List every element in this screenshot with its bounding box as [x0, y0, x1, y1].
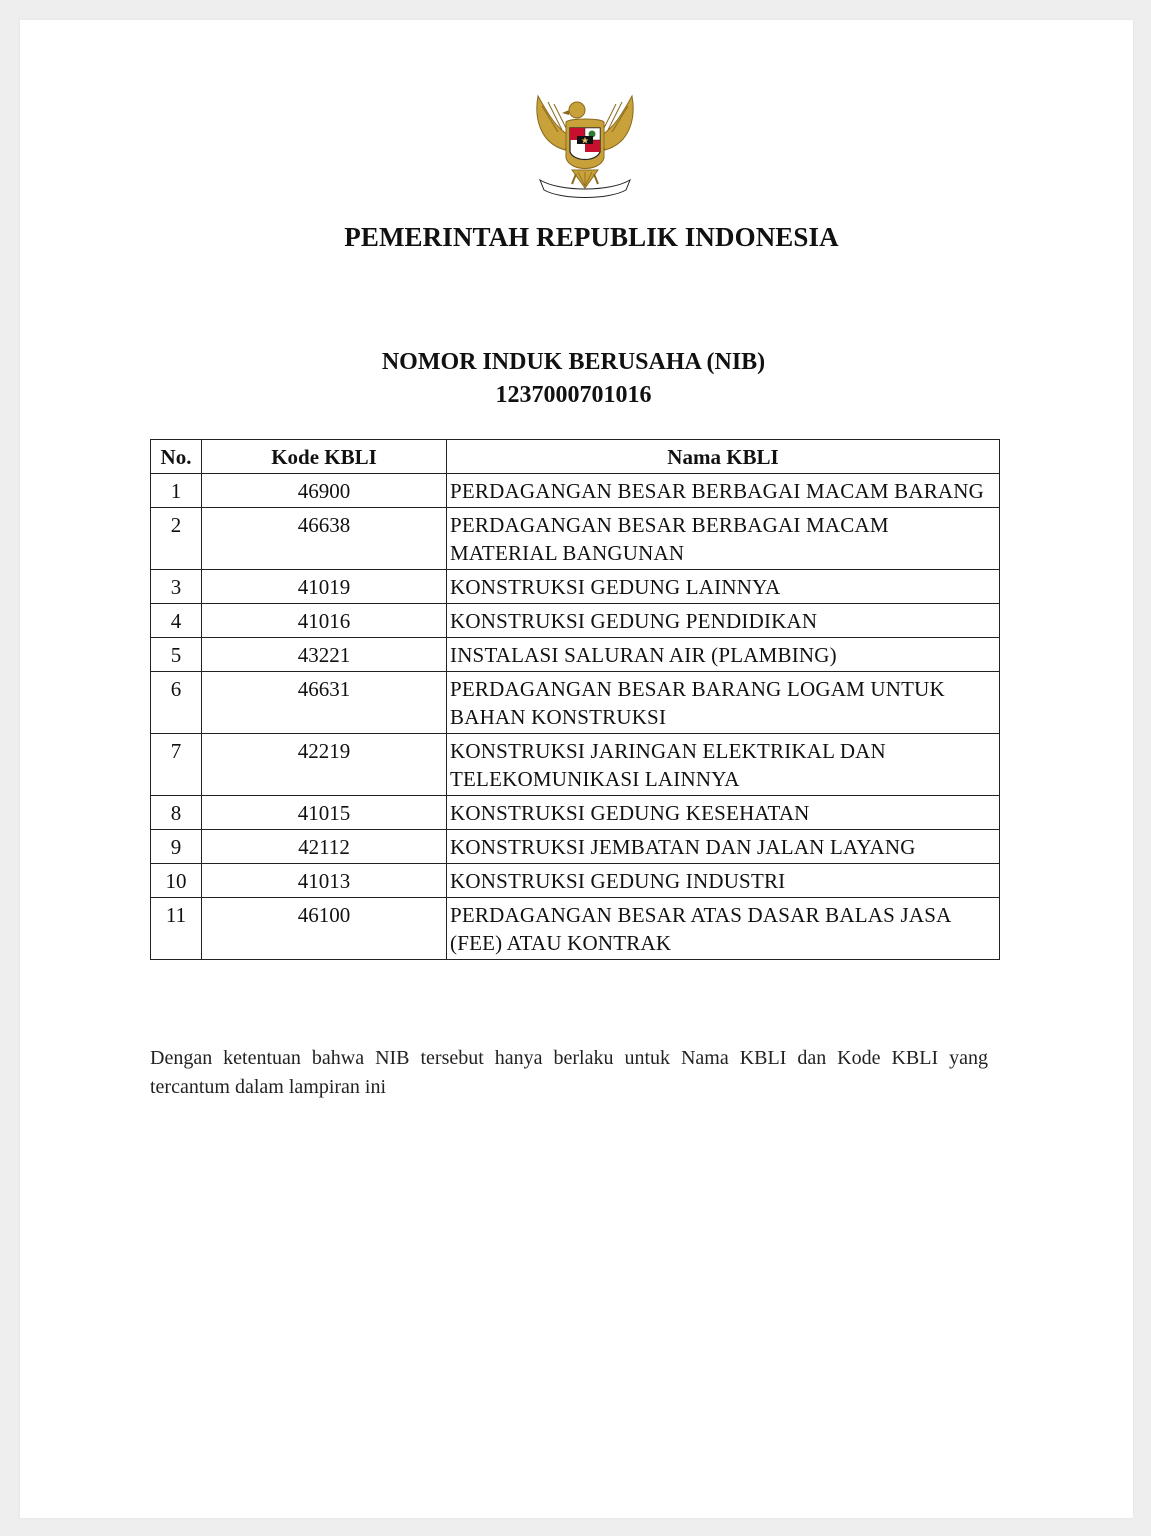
kbli-code: 41019: [202, 570, 447, 604]
row-number: 8: [151, 796, 202, 830]
kbli-code: 41015: [202, 796, 447, 830]
kbli-code: 46900: [202, 474, 447, 508]
kbli-name: KONSTRUKSI GEDUNG PENDIDIKAN: [447, 604, 1000, 638]
row-number: 10: [151, 864, 202, 898]
table-row: [151, 898, 1000, 960]
table-row: [151, 672, 1000, 734]
kbli-code: 41013: [202, 864, 447, 898]
kbli-name: INSTALASI SALURAN AIR (PLAMBING): [447, 638, 1000, 672]
kbli-code: 43221: [202, 638, 447, 672]
kbli-name: KONSTRUKSI GEDUNG LAINNYA: [447, 570, 1000, 604]
table-row: [151, 570, 1000, 604]
kbli-code: 42112: [202, 830, 447, 864]
row-number: 7: [151, 734, 202, 796]
row-number: 9: [151, 830, 202, 864]
table-row: [151, 796, 1000, 830]
column-header-no: No.: [151, 440, 202, 474]
kbli-code: 46631: [202, 672, 447, 734]
table-row: [151, 638, 1000, 672]
kbli-name: PERDAGANGAN BESAR ATAS DASAR BALAS JASA (FEE) ATAU KONTRAK: [447, 898, 1000, 960]
kbli-code: 46638: [202, 508, 447, 570]
validity-note: Dengan ketentuan bahwa NIB tersebut hanya berlaku untuk Nama KBLI dan Kode KBLI yang tercantum dalam lampiran ini: [150, 1047, 988, 1098]
garuda-emblem-icon: [530, 88, 640, 208]
kbli-code: 46100: [202, 898, 447, 960]
government-title: PEMERINTAH REPUBLIK INDONESIA: [344, 222, 839, 252]
table-row: [151, 734, 1000, 796]
column-header-code: Kode KBLI: [202, 440, 447, 474]
table-row: [151, 474, 1000, 508]
row-number: 3: [151, 570, 202, 604]
row-number: 5: [151, 638, 202, 672]
kbli-name: PERDAGANGAN BESAR BERBAGAI MACAM MATERIAL BANGUNAN: [447, 508, 1000, 570]
kbli-name: KONSTRUKSI JEMBATAN DAN JALAN LAYANG: [447, 830, 1000, 864]
row-number: 11: [151, 898, 202, 960]
nib-number: 1237000701016: [495, 382, 652, 408]
kbli-name: KONSTRUKSI JARINGAN ELEKTRIKAL DAN TELEKOMUNIKASI LAINNYA: [447, 734, 1000, 796]
table-row: [151, 604, 1000, 638]
row-number: 1: [151, 474, 202, 508]
row-number: 6: [151, 672, 202, 734]
kbli-name: KONSTRUKSI GEDUNG INDUSTRI: [447, 864, 1000, 898]
table-row: [151, 830, 1000, 864]
kbli-code: 41016: [202, 604, 447, 638]
kbli-code: 42219: [202, 734, 447, 796]
kbli-name: KONSTRUKSI GEDUNG KESEHATAN: [447, 796, 1000, 830]
table-header-row: [151, 440, 1000, 474]
column-header-name: Nama KBLI: [447, 440, 1000, 474]
kbli-table: [150, 439, 1000, 960]
kbli-name: PERDAGANGAN BESAR BERBAGAI MACAM BARANG: [447, 474, 1000, 508]
kbli-name: PERDAGANGAN BESAR BARANG LOGAM UNTUK BAHAN KONSTRUKSI: [447, 672, 1000, 734]
row-number: 4: [151, 604, 202, 638]
nib-title: NOMOR INDUK BERUSAHA (NIB): [381, 349, 766, 375]
row-number: 2: [151, 508, 202, 570]
table-row: [151, 864, 1000, 898]
table-row: [151, 508, 1000, 570]
